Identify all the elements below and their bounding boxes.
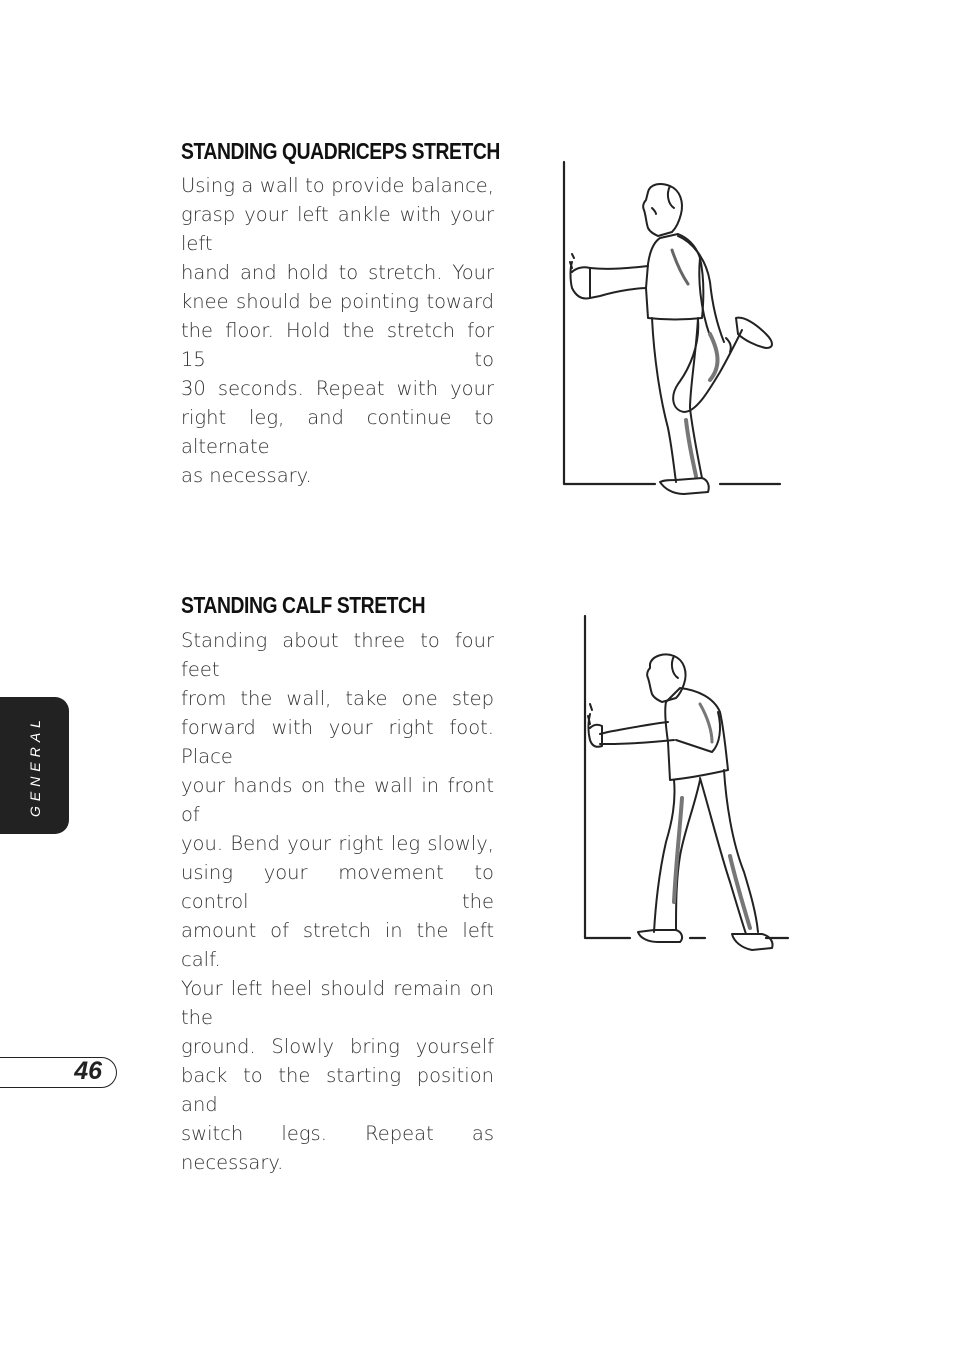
body-line: the floor. Hold the stretch for 15 to (181, 319, 494, 371)
body-line: back to the starting position and (181, 1064, 494, 1116)
page-number: 46 (74, 1057, 102, 1085)
section-title-calf: STANDING CALF STRETCH (181, 592, 426, 618)
body-line: right leg, and continue to alternate (181, 406, 494, 458)
body-line: ground. Slowly bring yourself (181, 1035, 494, 1058)
section-title-quadriceps: STANDING QUADRICEPS STRETCH (181, 138, 500, 164)
body-line: using your movement to control the (181, 861, 494, 913)
side-tab-label: GENERAL (26, 714, 43, 817)
section-body-quadriceps (181, 171, 494, 490)
body-line: you. Bend your right leg slowly, (181, 832, 494, 855)
calf-stretch-figure (580, 612, 795, 962)
body-line: switch legs. Repeat as necessary. (181, 1122, 494, 1174)
body-line: Your left heel should remain on the (181, 977, 494, 1029)
body-line: forward with your right foot. Place (181, 716, 494, 768)
section-body-calf (181, 626, 494, 1177)
body-line: Standing about three to four feet (181, 629, 494, 681)
quadriceps-stretch-figure (560, 158, 785, 503)
body-line: as necessary. (181, 464, 312, 487)
body-line: grasp your left ankle with your left (181, 203, 494, 255)
section-side-tab (0, 697, 69, 834)
body-line: your hands on the wall in front of (181, 774, 494, 826)
body-line: amount of stretch in the left calf. (181, 919, 494, 971)
body-line: from the wall, take one step (181, 687, 494, 710)
page-number-tab (0, 1057, 117, 1088)
body-line: 30 seconds. Repeat with your (181, 377, 494, 400)
body-line: Using a wall to provide balance, (181, 174, 494, 197)
body-line: knee should be pointing toward (181, 290, 494, 313)
body-line: hand and hold to stretch. Your (181, 261, 494, 284)
